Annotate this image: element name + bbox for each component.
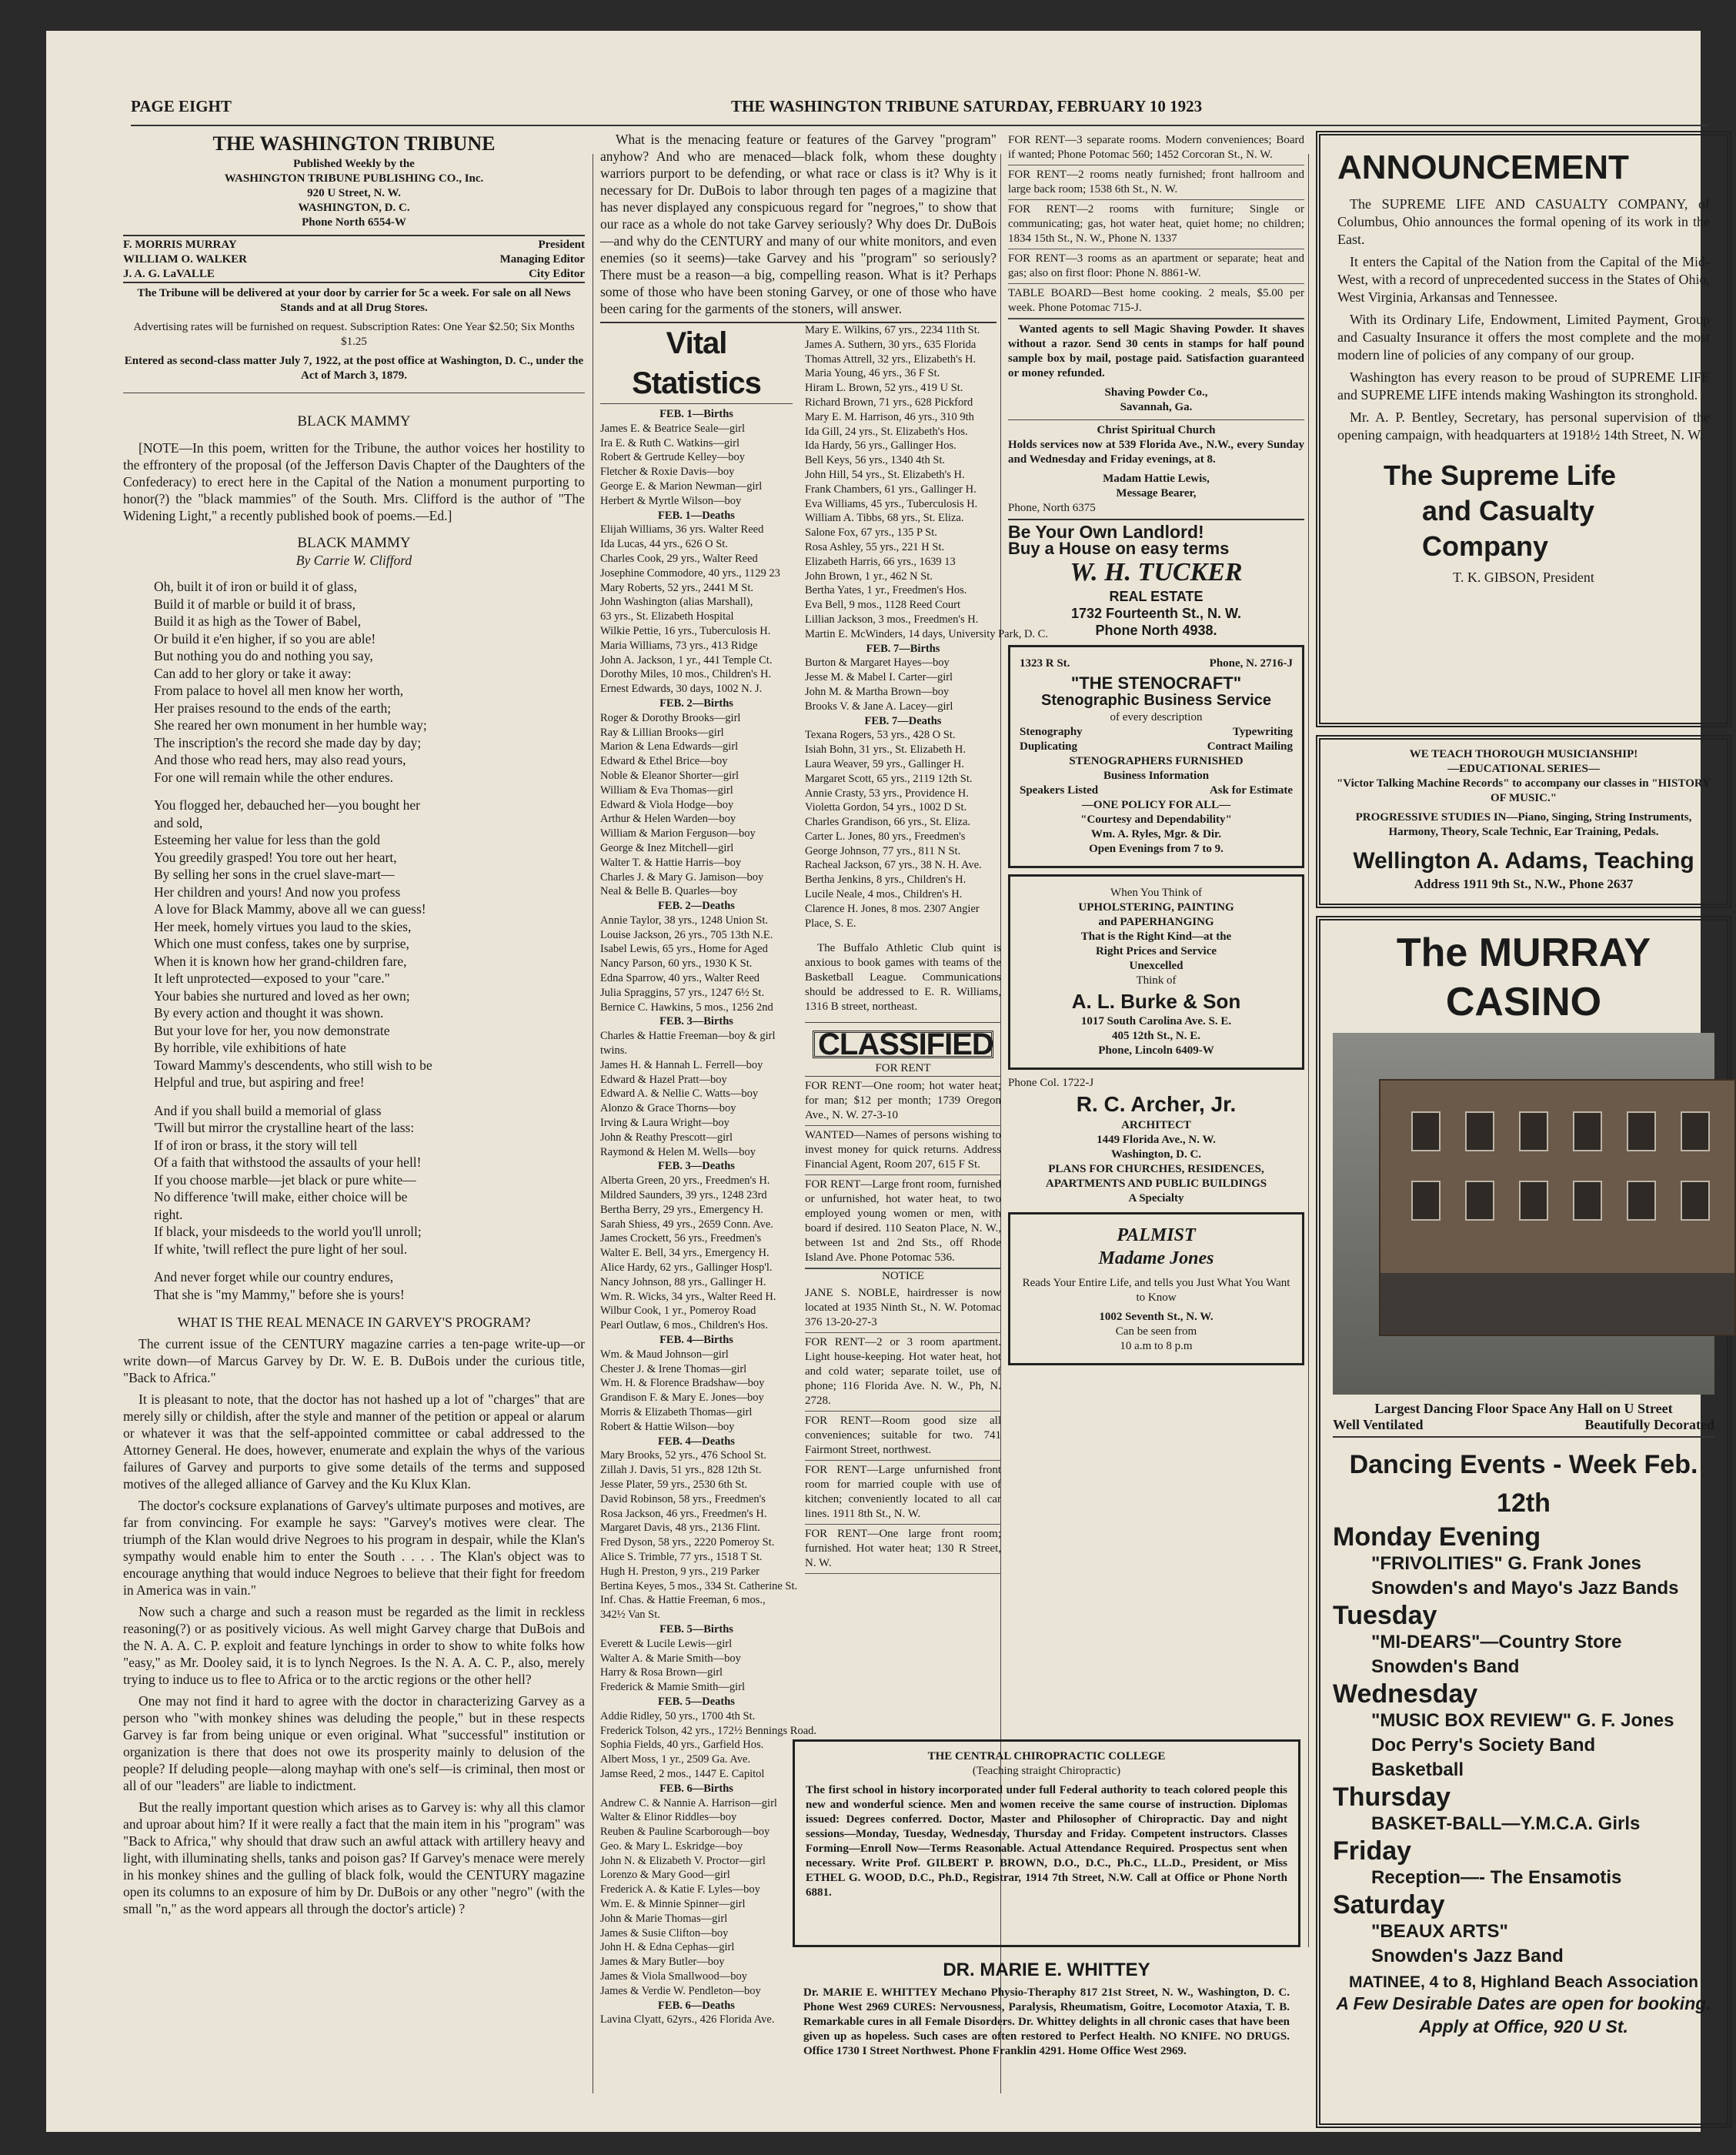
page-header [131,92,1708,126]
page-number: PAGE EIGHT [131,97,232,115]
poem-stanza [154,578,585,786]
vital-entry: James & Viola Smallwood—boy [600,1970,747,1983]
article-paragraph: But the really important question which arises as to Garvey is: why all this clamor and uproar about him? If it were really a fact that the main item in his "program" was "Back to Africa," why should that draw such an awful attack with artillery heavy and light, with illuminating shells, tanks and poison gas? If Garvey's menace were merely in his monkey shines and the gulling of black folk, would the CENTURY magazine open its columns to an exposure of him by Dr. DuBois or any other "negro" (with the small "n," as the word appears all through the doctor's article) ? [123,1799,585,1916]
vital-entry: Frank Chambers, 61 yrs., Gallinger H. [805,483,976,496]
vital-section-heading: FEB. 7—Births [866,642,940,655]
poem-line: Can add to her glory or take it away: [154,665,352,681]
vital-entry: Fletcher & Roxie Davis—boy [600,466,735,479]
vital-entry: Jesse M. & Mabel I. Carter—girl [805,671,953,684]
vital-entry: George Johnson, 77 yrs., 811 N St. [805,844,961,857]
vital-entry: Andrew C. & Nannie A. Harrison—girl [600,1796,777,1809]
burke-ad: When You Think of UPHOLSTERING, PAINTING and PAPERHANGING That is the Right Kind—at the Right Prices and Service Unexcelled Think of A. L. Burke & Son 1017 South Carolina Ave. S. E. 405 12th St., N. E. Phone, Lincoln 6409-W [1008,874,1304,1070]
poem-line: And those who read hers, may also read yours, [154,752,406,767]
vital-entry: Elizabeth Harris, 66 yrs., 1639 13 [805,555,956,568]
vital-entry: James & Mary Butler—boy [600,1956,725,1969]
poem-line: Build it of marble or build it of brass, [154,596,356,612]
buffalo-notice: The Buffalo Athletic Club quint is anxious to book games with teams of the Basketball League. Communications should be addressed to E. R. Williams, 1316 B street, northeast. [805,942,1001,1014]
vital-entry: Walter E. Bell, 34 yrs., Emergency H. [600,1247,770,1260]
classified-list [805,1284,1001,1574]
vital-entry: Annie Crasty, 53 yrs., Providence H. [805,787,969,800]
vital-entry: Maria Young, 46 yrs., 36 F St. [805,367,940,380]
vital-entry: Richard Brown, 71 yrs., 628 Pickford [805,396,973,409]
poem-line: Toward Mammy's descendents, who still wish to be [154,1057,432,1073]
vital-section-heading: FEB. 6—Births [659,1782,733,1795]
vital-entry: John A. Jackson, 1 yr., 441 Temple Ct. [600,653,773,667]
classified-item: FOR RENT—3 rooms as an apartment or separate; heat and gas; also on first floor: Phone N. 8861-W. [1008,249,1304,284]
vital-entry: Ernest Edwards, 30 days, 1002 N. J. [600,683,763,696]
vital-entry: Bernice C. Hawkins, 5 mos., 1256 2nd [600,1001,773,1014]
poem-line: But your love for her, you now demonstrate [154,1022,390,1038]
vital-section-heading: FEB. 4—Deaths [658,1435,735,1448]
garvey-article [123,1335,585,1917]
vital-entry: Edward & Viola Hodge—boy [600,798,734,811]
vital-entry: John & Marie Thomas—girl [600,1912,728,1925]
vital-entry: Wm. E. & Minnie Spinner—girl [600,1898,746,1911]
poem-line: You flogged her, debauched her—you bought her [154,797,420,813]
vital-entry: Margaret Davis, 48 yrs., 2136 Flint. [600,1522,760,1535]
masthead [123,131,585,393]
poem-byline: By Carrie W. Clifford [295,553,412,568]
vital-entry: Ida Lucas, 44 yrs., 626 O St. [600,538,728,551]
vital-entry: Wm. R. Wicks, 34 yrs., Walter Reed H. [600,1290,776,1303]
vital-entry: Margaret Scott, 65 yrs., 2119 12th St. [805,772,973,785]
poem-line: Esteeming her value for less than the gold [154,832,381,847]
events-title: Dancing Events - Week Feb. 12th [1349,1450,1698,1518]
poem-line: Her meek, homely virtues you laud to the skies, [154,918,412,934]
vital-entry: Ira E. & Ruth C. Watkins—girl [600,436,740,449]
poem-line: From palace to hovel all men know her worth, [154,683,404,698]
poem-line: Build it as high as the Tower of Babel, [154,613,362,629]
casino-title: The MURRAY CASINO [1396,930,1651,1024]
garvey-heading: WHAT IS THE REAL MENACE IN GARVEY'S PROGRAM? [177,1315,531,1330]
event-line: "MUSIC BOX REVIEW" G. F. Jones [1371,1710,1674,1731]
event-line: Snowden's Jazz Band [1371,1946,1564,1966]
vital-entry: Noble & Eleanor Shorter—girl [600,769,739,782]
vital-entry: Alonzo & Grace Thorns—boy [600,1102,736,1115]
article-paragraph: It is pleasant to note, that the doctor has not hashed up a lot of "charges" that are merely silly or childish, after the style and manner of the petition or appeal or alarum or whatever it was that the self-appointed committee or cabal addressed to the Attorney General. He does, however, enumerate and explain the whys of the various failures of Garvey and purports to give some details of the terms and supposed motives of the alleged alliance of Garvey and the Ku Klux Klan. [123,1392,585,1492]
vital-entry: Bertina Keyes, 5 mos., 334 St. Catherine St. [600,1579,798,1592]
event-day: Wednesday [1333,1679,1478,1709]
masthead-note: The Tribune will be delivered at your door by carrier for 5c a week. For sale on all News Stands and at all Drug Stores. [137,287,571,314]
vital-entry: 342½ Van St. [600,1609,660,1622]
vital-entry: Isabel Lewis, 65 yrs., Home for Aged [600,943,768,956]
vital-section-heading: FEB. 2—Deaths [658,900,735,913]
vital-section-heading: FEB. 5—Deaths [658,1695,735,1708]
vital-entry: David Robinson, 58 yrs., Freedmen's [600,1492,766,1505]
vital-entry: Mildred Saunders, 39 yrs., 1248 23rd [600,1189,767,1202]
vital-entry: Nancy Johnson, 88 yrs., Gallinger H. [600,1275,766,1288]
vital-entry: Julia Spraggins, 57 yrs., 1247 6½ St. [600,986,765,999]
vital-entry: Reuben & Pauline Scarborough—boy [600,1826,770,1839]
vital-entry: James A. Suthern, 30 yrs., 635 Florida [805,338,976,351]
event-line: Doc Perry's Society Band [1371,1735,1596,1756]
vital-section-heading: FEB. 1—Deaths [658,509,735,522]
poem-line: For one will remain while the other endures. [154,769,394,785]
poem-line: It left unprotected—exposed to your "care." [154,971,390,986]
event-day: Monday Evening [1333,1522,1541,1552]
classified-item: FOR RENT—3 separate rooms. Modern conveniences; Board if wanted; Phone Potomac 560; 1452 Corcoran St., N. W. [1008,131,1304,165]
vital-section-heading: FEB. 7—Deaths [864,714,942,727]
vital-entry: Salone Fox, 67 yrs., 135 P St. [805,526,937,540]
adams-music-ad: WE TEACH THOROUGH MUSICIANSHIP! —EDUCATIONAL SERIES— "Victor Talking Machine Records" to accompany our classes in "HISTORY OF MUSIC." PROGRESSIVE STUDIES IN—Piano, Singing, String Instruments, Harmony, Theory, Scale Technic, Ear Training, Pedals. Wellington A. Adams, Teaching Address 1911 9th St., N.W., Phone 2637 [1316,735,1731,908]
poem-line: Or build it e'en higher, if so you are able! [154,630,376,646]
tucker-ad: Be Your Own Landlord! Buy a House on easy terms W. H. TUCKER REAL ESTATE 1732 Fourteenth St., N. W. Phone North 4938. [1008,519,1304,639]
vital-entry: Ida Hardy, 56 yrs., Gallinger Hos. [805,439,956,453]
masthead-line: WASHINGTON TRIBUNE PUBLISHING CO., Inc. [224,172,484,185]
classified-banner [813,1027,993,1062]
vital-entry: Albert Moss, 1 yr., 2509 Ga. Ave. [600,1753,751,1766]
vital-entry: Harry & Rosa Brown—girl [600,1666,723,1679]
vital-entry: John Hill, 54 yrs., St. Elizabeth's H. [805,468,965,481]
vital-entry: Dorothy Miles, 10 mos., Children's H. [600,668,772,681]
church-ad: Christ Spiritual Church Holds services now at 539 Florida Ave., N.W., every Sunday and Wednesday and Friday evenings, at 8. Madam Hattie Lewis, Message Bearer, Phone, North 6375 [1008,419,1304,516]
archer-ad: Phone Col. 1722-J R. C. Archer, Jr. ARCHITECT 1449 Florida Ave., N. W. Washington, D. C. PLANS FOR CHURCHES, RESIDENCES, APARTMENTS AND PUBLIC BUILDINGS A Specialty [1008,1077,1267,1204]
vital-entry: Lucile Neale, 4 mos., Children's H. [805,888,963,901]
vital-entry: Place, S. E. [805,917,856,930]
vital-entry: Frederick A. & Katie F. Lyles—boy [600,1883,760,1896]
vital-entry: Wilbur Cook, 1 yr., Pomeroy Road [600,1305,756,1318]
vital-entry: Marion & Lena Edwards—girl [600,740,739,753]
vital-entry: Mary Brooks, 52 yrs., 476 School St. [600,1449,766,1462]
vital-entry: Nancy Parson, 60 yrs., 1930 K St. [600,957,753,971]
vital-entry: Sophia Fields, 40 yrs., Garfield Hos. [600,1739,764,1752]
vital-entry: Walter & Elinor Riddles—boy [600,1811,737,1824]
poem-stanza [154,1268,585,1303]
vital-entry: Rosa Jackson, 46 yrs., Freedmen's H. [600,1507,767,1520]
poem-line: A love for Black Mammy, above all we can guess! [154,901,426,917]
vital-entry: Clarence H. Jones, 8 mos. 2307 Angier [805,902,980,915]
vital-entry: George & Inez Mitchell—girl [600,841,734,854]
vital-entry: Mary Roberts, 52 yrs., 2441 M St. [600,581,753,594]
vital-entry: Lorenzo & Mary Good—girl [600,1869,730,1882]
vital-entry: Lillian Jackson, 3 mos., Freedmen's H. [805,613,979,626]
poem-line: When it is known how her grand-children fare, [154,953,407,969]
vital-entry: Pearl Outlaw, 6 mos., Children's Hos. [600,1319,768,1332]
vital-entry: Grandison F. & Mary E. Jones—boy [600,1392,764,1405]
vital-entry: Edna Sparrow, 40 yrs., Walter Reed [600,972,760,985]
vital-entry: James H. & Hannah L. Ferrell—boy [600,1058,763,1071]
whittey-ad: DR. MARIE E. WHITTEY Dr. MARIE E. WHITTEY Mechano Physio-Theraphy 817 21st Street, N. W., Washington, D. C. Phone West 2969 CURES: Nervousness, Paralysis, Rheumatism, Goitre, Locomotor Ataxia, T. B. Remarkable cures in all Female Disorders. Dr. Whittey delights in all chronic cases that have been given up as hopeless. Such cases are often restored to Perfect Health. NO KNIFE. NO DRUGS. Office 1730 I Street Northwest. Phone Franklin 4291. Home Office West 2969. [803,1960,1290,2057]
vital-entry: John M. & Martha Brown—boy [805,685,950,698]
poem-line: By every action and thought it was shown. [154,1005,384,1021]
article-paragraph: One may not find it hard to agree with the doctor in characterizing Garvey as a person who "with monkey shines was deluding the people," but in these respects Garvey is far from being unique or even original. What "successful" institution or organization is there that does not owe its prosperity mainly to delusion of the people? If deluding people—along mayhap with one's self—is criminal, then most or all of our "leaders" are liable to indictment. [123,1693,585,1793]
stenocraft-ad: 1323 R St. Phone, N. 2716-J "THE STENOCRAFT" Stenographic Business Service of every description Stenography Typewriting Duplicating Contract Mailing STENOGRAPHERS FURNISHED Business Information Speakers Listed Ask for Estimate —ONE POLICY FOR ALL— "Courtesy and Dependability" Wm. A. Ryles, Mgr. & Dir. Open Evenings from 7 to 9. [1008,645,1304,868]
vital-section-heading: FEB. 1—Births [659,408,733,420]
vital-entry: Arthur & Helen Warden—boy [600,813,736,826]
casino-building-photo [1333,1033,1714,1395]
classified-title: CLASSIFIED [818,1027,993,1062]
vital-entry: John H. & Edna Cephas—girl [600,1941,735,1954]
vital-entry: Eva Williams, 45 yrs., Tuberculosis H. [805,497,978,510]
vital-entry: John & Reathy Prescott—girl [600,1131,733,1144]
classified-item: JANE S. NOBLE, hairdresser is now located at 1935 Ninth St., N. W. Potomac 376 13-20-27-3 [805,1284,1001,1333]
classified-item: FOR RENT—Room good size all conveniences; suitable for two. 741 Fairmont Street, northwest. [805,1412,1001,1461]
vital-entry: Lavina Clyatt, 62yrs., 426 Florida Ave. [600,2013,775,2026]
classified-item: FOR RENT—2 rooms with furniture; Single or communicating; gas, hot water heat, quiet home; no children; 1834 15th St., N. W., Phone N. 1337 [1008,200,1304,249]
garvey-continued: What is the menacing feature or features of the Garvey "program" anyhow? And who are menaced—black folk, whom these doughty warriors purport to be defending, or what race or class is it? Why is it necessary for Dr. DuBois to labor through ten pages of a magizine that has never displayed any conspicuous regard for "negroes," to show that our race as a whole do not take Garvey seriously? Why does Dr. DuBois—and why do the CENTURY and many of our white monitors, and even enemies (so it seems)—take Garvey and his "program" so seriously? There must be a reason—a big, compelling reason. What is it? Perhaps some of those who have been stoning Garvey, or one of those who have been caring for the garments of the stoners, will answer. [600,132,997,316]
poem-line: By selling her sons in the cruel slave-mart— [154,867,395,882]
masthead-line: Phone North 6554-W [302,216,406,229]
vital-entry: Roger & Dorothy Brooks—girl [600,711,741,724]
poem-stanza [154,1102,585,1258]
column-rule [1308,154,1309,1947]
article-paragraph: Now such a charge and such a reason must be regarded as the limit in reckless reasoning(?) or as positively vicious. As well might Garvey charge that DuBois and the N. A. A. C. P. exploit and feature lynchings in order to show to white folks how "easy," as Mr. Dooley said, it is to lynch Negroes. Is the N. A. A. C. P., also, merely trying to induce us to flee to Africa or to the arctic regions or the other hell? [123,1604,585,1687]
vital-entry: Chester J. & Irene Thomas—girl [600,1362,747,1375]
vital-entry: Mary E. M. Harrison, 46 yrs., 310 9th [805,410,974,423]
poem-line: If you choose marble—jet black or pure white— [154,1171,416,1188]
vital-entry: Annie Taylor, 38 yrs., 1248 Union St. [600,914,769,927]
vital-entry: Laura Weaver, 59 yrs., Gallinger H. [805,757,964,770]
classified-list [805,1077,1001,1268]
classified-item: FOR RENT—2 or 3 room apartment. Light house-keeping. Hot water heat, hot and cold water; separate toilet, use of phone; 116 Florida Ave. N. W., Ph, N. 2728. [805,1333,1001,1412]
vital-entry: twins. [600,1044,628,1057]
poem-line: But nothing you do and nothing you say, [154,648,373,663]
vital-entry: Josephine Commodore, 40 yrs., 1129 23 [600,566,780,580]
vital-entry: Neal & Belle B. Quarles—boy [600,885,738,898]
vital-entry: Burton & Margaret Hayes—boy [805,657,950,670]
vital-entry: Hugh H. Preston, 9 yrs., 219 Parker [600,1565,760,1578]
vital-entry: Sarah Shiess, 49 yrs., 2659 Conn. Ave. [600,1218,773,1231]
column-1 [123,131,585,2124]
poem-line: That she is "my Mammy," before she is yours! [154,1286,405,1302]
vital-entry: Mary E. Wilkins, 67 yrs., 2234 11th St. [805,324,980,336]
chiropractic-college-ad: THE CENTRAL CHIROPRACTIC COLLEGE (Teaching straight Chiropractic) The first school in history incorporated under full Federal authority to teach colored people this new and wonderful science. Men and women receive the same course of instruction. Diplomas issued: Degrees conferred. Doctor, Master and Philosopher of Chiropractic. Day and night sessions—Monday, Tuesday, Wednesday, Thursday and Friday. Competent instructors. Classes Forming—Enroll Now—Terms Reasonable. Actual Attendance Required. Prospectus sent when necessary. Write Prof. GILBERT P. BROWN, D.O., D.C., Ph.C., LL.D., President, or Miss ETHEL G. WOOD, D.C., Ph.D., Registrar, 1914 7th Street, N.W. Call at Office or Phone North 6881. [793,1739,1300,1947]
poem-line: Her praises resound to the ends of the earth; [154,700,392,716]
vital-section-heading: FEB. 2—Births [659,697,733,710]
vital-entry: James Crockett, 56 yrs., Freedmen's [600,1232,762,1245]
vital-entry: Inf. Chas. & Hattie Freeman, 6 mos., [600,1594,766,1607]
events-list [1333,1522,1714,1969]
vital-section-heading: FEB. 3—Births [659,1015,733,1028]
vital-entry: John Washington (alias Marshall), [600,596,753,609]
vital-entry: Jesse Plater, 59 yrs., 2530 6th St. [600,1478,748,1491]
event-line: "FRIVOLITIES" G. Frank Jones [1371,1553,1641,1574]
masthead-title: THE WASHINGTON TRIBUNE [212,132,496,155]
masthead-line: Published Weekly by the [293,158,415,170]
vital-entry: Hiram L. Brown, 52 yrs., 419 U St. [805,382,963,395]
vital-entry: Herbert & Myrtle Wilson—boy [600,494,742,507]
classified-item: FOR RENT—2 rooms neatly furnished; front hallroom and large back room; 1538 6th St., N. W. [1008,165,1304,200]
poem-title: BLACK MAMMY [297,535,411,551]
classified-item: FOR RENT—One large front room; furnished. Hot water heat; 130 R Street, N. W. [805,1525,1001,1574]
dateline: THE WASHINGTON TRIBUNE SATURDAY, FEBRUARY 10 1923 [731,97,1203,115]
poem-line: By horrible, vile exhibitions of hate [154,1040,346,1055]
masthead-note: Entered as second-class matter July 7, 1922, at the post office at Washington, D. C., under the Act of March 3, 1879. [124,355,584,382]
vital-entry: Robert & Hattie Wilson—boy [600,1420,735,1433]
event-day: Friday [1333,1836,1412,1866]
vital-entry: Violetta Gordon, 54 yrs., 1002 D St. [805,801,967,814]
staff-row: WILLIAM O. WALKER Managing Editor [123,253,585,266]
vital-entry: Edward & Ethel Brice—boy [600,755,728,768]
vital-entry: Zillah J. Davis, 51 yrs., 828 12th St. [600,1464,762,1477]
vital-entry: John N. & Elizabeth V. Proctor—girl [600,1854,766,1867]
vital-entry: Bell Keys, 56 yrs., 1340 4th St. [805,454,946,467]
poem-body [123,578,585,1303]
poem-line: Her children and yours! And now you profess [154,884,401,900]
vital-entry: Raymond & Helen M. Wells—boy [600,1145,756,1158]
poem-line: If of iron or brass, it the story will tell [154,1137,358,1153]
vital-entry: Alice Hardy, 62 yrs., Gallinger Hosp'l. [600,1261,773,1275]
classified-item: TABLE BOARD—Best home cooking. 2 meals, $5.00 per week. Phone Potomac 715-J. [1008,284,1304,319]
magic-shaving-ad: Wanted agents to sell Magic Shaving Powder. It shaves without a razor. Send 30 cents in stamps for half pound sample box by mail, postage paid. Satisfaction guaranteed or money refunded. [1008,323,1304,379]
vital-entry: Wilkie Pettie, 16 yrs., Tuberculosis H. [600,624,771,637]
vital-entry: Rosa Ashley, 55 yrs., 221 H St. [805,540,945,553]
vital-entry: Texana Rogers, 53 yrs., 428 O St. [805,729,956,742]
event-line: Reception—- The Ensamotis [1371,1867,1622,1888]
poem-line: And if you shall build a memorial of glass [154,1102,382,1118]
vital-entry: Ida Gill, 24 yrs., St. Elizabeth's Hos. [805,425,968,438]
newspaper-page [46,31,1714,2132]
event-line: Snowden's Band [1371,1656,1520,1677]
poem-heading: BLACK MAMMY [297,413,411,429]
vital-entry: Morris & Elizabeth Thomas—girl [600,1405,753,1418]
vital-entry: James E. & Beatrice Seale—girl [600,422,746,435]
poem-line: You greedily grasped! You tore out her heart, [154,849,397,865]
event-line: Snowden's and Mayo's Jazz Bands [1371,1578,1679,1599]
vital-entry: Edward A. & Nellie C. Watts—boy [600,1088,759,1101]
vital-entry: Walter T. & Hattie Harris—boy [600,856,742,869]
murray-casino-ad: The MURRAY CASINO Largest Dancing Floor Space Any Hall on U Street Well Ventilated Beautifully Decorated Dancing Events - Week Feb. 12th Monday Evening "FRIVOLITIES" G. Frank Jones Snowden's and Mayo's Jazz Bands Tuesday "MI-DEARS"—Country Store Snowden's Band Wednesday "MUSIC BOX REVIEW" G. F. Jones Doc Perry's Society Band Basketball Thursday BASKET-BALL—Y.M.C.A. Girls Friday Reception—- The Ensamotis Saturday "BEAUX ARTS" Snowden's Jazz Band MATINEE, 4 to 8, Highland Beach Association A Few Desirable Dates are open for booking. Apply at Office, 920 U St. [1316,916,1731,2128]
vital-entry: Geo. & Mary L. Eskridge—boy [600,1839,743,1853]
vital-entry: Maria Williams, 73 yrs., 413 Ridge [600,639,758,652]
poem-line: Oh, built it of iron or build it of glass, [154,579,357,594]
palmist-ad: PALMIST Madame Jones Reads Your Entire Life, and tells you Just What You Want to Know 1002 Seventh St., N. W. Can be seen from 10 a.m to 8 p.m [1008,1212,1304,1365]
classified-list-top [1008,131,1304,319]
vital-entry: Robert & Gertrude Kelley—boy [600,451,746,464]
vital-entry: Frederick Tolson, 42 yrs., 172½ Bennings Road. [600,1724,817,1737]
vital-entry: Eva Bell, 9 mos., 1128 Reed Court [805,599,961,612]
article-paragraph: The current issue of the CENTURY magazine carries a ten-page write-up—or write down—of Marcus Garvey by Dr. W. E. B. DuBois under the curious title, "Back to Africa." [123,1336,585,1385]
vital-entry: William & Eva Thomas—girl [600,783,733,797]
poem-stanza [154,797,585,1091]
vital-list-right [805,323,1048,930]
vital-entry: William & Marion Ferguson—boy [600,827,756,840]
classified-item: FOR RENT—Large front room, furnished or unfurnished, hot water heat, to two employed young women or men, with board if desired. 110 Seaton Place, N. W., between 1st and 2nd Sts., off Rhode Island Ave. Phone Potomac 536. [805,1175,1001,1268]
vital-entry: Addie Ridley, 50 yrs., 1700 4th St. [600,1709,756,1722]
vital-entry: George E. & Marion Newman—girl [600,479,763,493]
poem-line: Helpful and true, but aspiring and free! [154,1074,365,1090]
poem-line: right. [154,1206,183,1222]
for-rent-heading: FOR RENT [805,1061,1001,1077]
vital-entry: Irving & Laura Wright—boy [600,1117,729,1130]
event-line: BASKET-BALL—Y.M.C.A. Girls [1371,1813,1641,1834]
vital-entry: Charles Cook, 29 yrs., Walter Reed [600,552,758,565]
vital-entry: William A. Tibbs, 68 yrs., St. Eliza. [805,512,964,525]
poem-line: No difference 'twill make, either choice will be [154,1189,408,1204]
vital-entry: Wm. H. & Florence Bradshaw—boy [600,1377,765,1390]
staff-row: F. MORRIS MURRAY President [123,239,585,251]
masthead-line: WASHINGTON, D. C. [298,202,410,214]
vital-entry: Alice S. Trimble, 77 yrs., 1518 T St. [600,1550,763,1563]
vital-entry: John Brown, 1 yr., 462 N St. [805,570,933,583]
ad-signature: Shaving Powder Co., [1104,386,1208,399]
vital-entry: Charles & Hattie Freeman—boy & girl [600,1030,776,1043]
vital-entry: Carter L. Jones, 80 yrs., Freedmen's [805,830,966,843]
poem-line: 'Twill but mirror the crystalline heart of the lass: [154,1120,415,1135]
poem-line: and sold, [154,814,203,830]
vital-entry: Ray & Lillian Brooks—girl [600,726,724,739]
vital-section-heading: FEB. 3—Deaths [658,1160,735,1173]
ad-signature: Savannah, Ga. [1120,401,1193,413]
vital-entry: Wm. & Maud Johnson—girl [600,1348,729,1361]
poem-line: If black, your misdeeds to the world you'll unroll; [154,1224,422,1239]
classified-item: FOR RENT—One room; hot water heat; for man; $12 per month; 1739 Oregon Ave., N. W. 27-3-10 [805,1077,1001,1126]
poem-note: [NOTE—In this poem, written for the Tribune, the author voices her hostility to the effrontery of the proposal (of the Jefferson Davis Chapter of the Daughters of the Confederacy) to erect here in the Capital of the Nation a monument purporting to honor(?) the "black mammies" of the South. Mrs. Clifford is the author of "The Widening Light," a recently published book of poems.—Ed.] [123,440,585,523]
vital-entry: Edward & Hazel Pratt—boy [600,1073,727,1086]
event-day: Tuesday [1333,1601,1437,1630]
poem-line: She reared her own monument in her humble way; [154,717,427,733]
vital-entry: Fred Dyson, 58 yrs., 2220 Pomeroy St. [600,1536,775,1549]
masthead-line: 920 U Street, N. W. [307,187,401,199]
vital-entry: Martin E. McWinders, 14 days, University Park, D. C. [805,627,1048,640]
supreme-life-ad: ANNOUNCEMENT The SUPREME LIFE AND CASUALTY COMPANY, of Columbus, Ohio announces the formal opening of its work in the East. It enters the Capital of the Nation from the Capital of the Mid-West, with a record of unprecedented success in the States of Ohio, West Virginia, Arkansas and Tennessee. With its Ordinary Life, Endowment, Limited Payment, Group and Casualty Insurance it offers the most complete and the most modern line of policies of any company of our group. Washington has every reason to be proud of SUPREME LIFE and SUPREME LIFE intends making Washington its stronghold. Mr. A. P. Bentley, Secretary, has personal supervision of the opening campaign, with headquarters at 1918½ 14th Street, N. W. The Supreme Life and Casualty Company T. K. GIBSON, President [1316,131,1731,727]
vital-entry: Frederick & Mamie Smith—girl [600,1681,746,1694]
classified-item: FOR RENT—Large unfurnished front room for married couple with use of kitchen; conveniently located to all car lines. 1911 8th St., N. W. [805,1461,1001,1525]
vital-entry: Louise Jackson, 26 yrs., 705 13th N.E. [600,928,773,941]
announcement-title: ANNOUNCEMENT [1337,149,1629,186]
vital-entry: Jamse Reed, 2 mos., 1447 E. Capitol [600,1767,765,1780]
vital-entry: Alberta Green, 20 yrs., Freedmen's H. [600,1174,770,1188]
poem-line: Of a faith that withstood the assaults of your hell! [154,1154,422,1170]
classified-item: WANTED—Names of persons wishing to invest money for quick returns. Address Financial Agent, Room 207, 615 F St. [805,1126,1001,1175]
vital-entry: Charles Grandison, 66 yrs., St. Eliza. [805,816,971,829]
vital-entry: James & Susie Clifton—boy [600,1926,729,1940]
vital-section-heading: FEB. 5—Births [659,1622,733,1635]
vital-statistics-title: Vital Statistics [600,323,793,404]
vital-entry: Thomas Attrell, 32 yrs., Elizabeth's H. [805,352,976,366]
event-line: Basketball [1371,1759,1464,1780]
notice-heading: NOTICE [805,1268,1001,1284]
vital-section-heading: FEB. 6—Deaths [658,1999,735,2012]
vital-entry: Bertha Jenkins, 8 yrs., Children's H. [805,874,966,887]
vital-entry: Walter A. & Marie Smith—boy [600,1652,741,1665]
vital-list-left [600,407,817,2027]
vital-entry: Bertha Berry, 29 yrs., Emergency H. [600,1203,763,1216]
poem-line: Which one must confess, takes one by surprise, [154,936,409,951]
event-day: Saturday [1333,1890,1445,1919]
event-line: "MI-DEARS"—Country Store [1371,1632,1622,1652]
vital-entry: Racheal Jackson, 67 yrs., 38 N. H. Ave. [805,859,982,872]
poem-line: If white, 'twill reflect the pure light of her soul. [154,1241,408,1257]
article-paragraph: The doctor's cocksure explanations of Garvey's ultimate purposes and motives, are far from convincing. For example he says: "Garvey's motives were clear. The triumph of the Klan would drive Negroes to his program in despair, while the Klan's sympathy would enable him to enter the South . . . . The Klan's object was to encourage anything that would induce Negroes to believe that their fight for freedom in America was in vain." [123,1498,585,1598]
staff-row: J. A. G. LaVALLE City Editor [123,267,585,283]
event-line: "BEAUX ARTS" [1371,1921,1508,1942]
poem-line: Your babies she nurtured and loved as her own; [154,987,410,1004]
poem-line: And never forget while our country endures, [154,1269,394,1285]
vital-entry: Brooks V. & Jane A. Lacey—girl [805,700,953,713]
vital-entry: Everett & Lucile Lewis—girl [600,1637,733,1650]
vital-entry: 63 yrs., St. Elizabeth Hospital [600,610,734,623]
vital-entry: Bertha Yates, 1 yr., Freedmen's Hos. [805,584,967,597]
vital-entry: James & Verdie W. Pendleton—boy [600,1984,761,1997]
vital-entry: Charles J. & Mary G. Jamison—boy [600,870,764,884]
vital-section-heading: FEB. 4—Births [659,1334,733,1346]
vital-entry: Elijah Williams, 36 yrs. Walter Reed [600,523,764,536]
vital-entry: Isiah Bohn, 31 yrs., St. Elizabeth H. [805,743,966,757]
masthead-note: Advertising rates will be furnished on request. Subscription Rates: One Year $2.50; Six Months $1.25 [133,321,575,348]
poem-line: The inscription's the record she made day by day; [154,734,422,750]
event-day: Thursday [1333,1782,1451,1812]
